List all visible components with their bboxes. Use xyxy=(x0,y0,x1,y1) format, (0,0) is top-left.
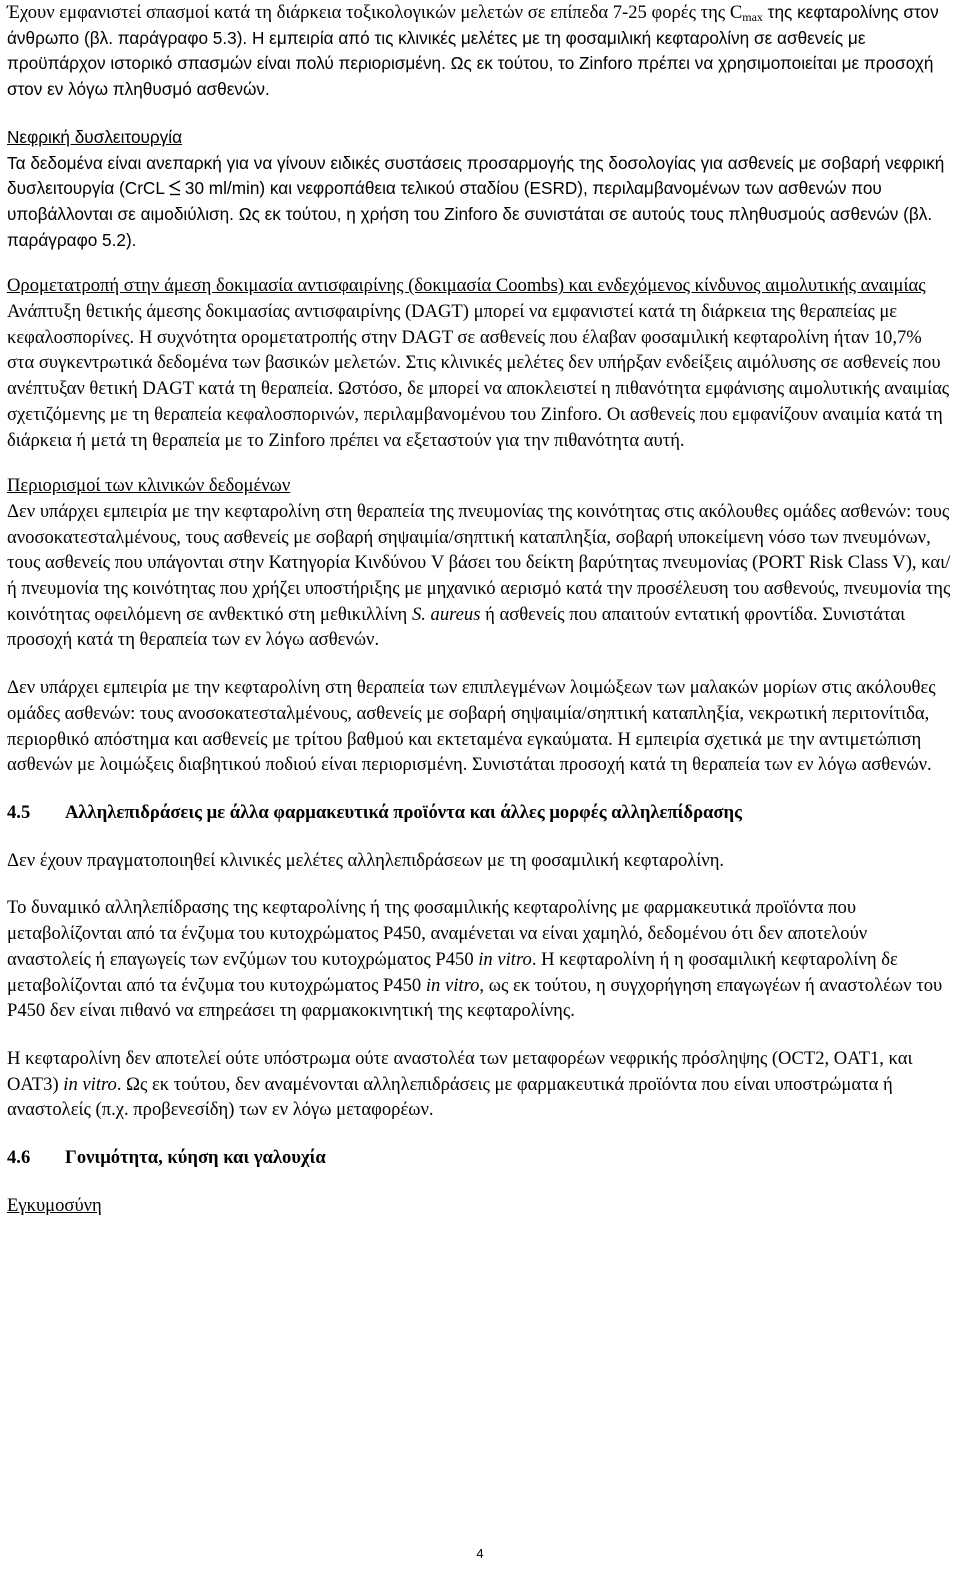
section-4-5-title: Αλληλεπιδράσεις με άλλα φαρμακευτικά προϊόντα και άλλες μορφές αλληλεπίδρασης xyxy=(65,801,742,823)
page-number: 4 xyxy=(476,1546,484,1561)
limits-paragraph-1 xyxy=(7,499,953,653)
cmax-subscript: max xyxy=(742,10,763,24)
renal-text-2: 30 ml/min) και νεφροπάθεια τελικού σταδίου (ESRD), περιλαμβανομένων των ασθενών που υποβάλλονται σε αιμοδιύλιση. Ως εκ τούτου, η χρήση του Zinforo δε συνιστάται σε αυτούς τους πληθυσμούς ασθενών (βλ. παράγραφο 5.2). xyxy=(7,178,933,250)
renal-title: Νεφρική δυσλειτουργία xyxy=(7,126,183,147)
seizures-text-1: Έχουν εμφανιστεί σπασμοί κατά τη διάρκεια τοξικολογικών μελετών σε επίπεδα 7-25 φορές της C xyxy=(7,2,743,23)
section-4-6-number: 4.6 xyxy=(7,1147,31,1169)
interactions-text-1: Το δυναμικό αλληλεπίδρασης της κεφταρολίνης ή της φοσαμιλικής κεφταρολίνης με φαρμακευτικά προϊόντα που μεταβολίζονται από τα ένζυμα του κυτοχρώματος P450, αναμένεται να είναι χαμηλό, δεδομένου ότι δεν αποτελούν αναστολείς ή επαγωγείς των ενζύμων του κυτοχρώματος P450 xyxy=(7,897,868,970)
interactions-text-4: Η κεφταρολίνη δεν αποτελεί ούτε υπόστρωμα ούτε αναστολέα των μεταφορέων νεφρικής πρόσληψης (OCT2, OAT1, και OAT3) xyxy=(7,1047,913,1095)
limits-text-2: ή ασθενείς που απαιτούν εντατική φροντίδα. Συνιστάται προσοχή κατά τη θεραπεία των εν λόγω ασθενών. xyxy=(7,603,906,651)
s-aureus-italic: S. aureus xyxy=(411,603,481,625)
renal-text-1: Τα δεδομένα είναι ανεπαρκή για να γίνουν ειδικές συστάσεις προσαρμογής της δοσολογίας για ασθενείς με σοβαρή νεφρική δυσλειτουργία (CrCL xyxy=(7,152,945,199)
interactions-paragraph-1: Δεν έχουν πραγματοποιηθεί κλινικές μελέτες αλληλεπιδράσεων με τη φοσαμιλική κεφταρολίνη. xyxy=(7,849,725,871)
coombs-section xyxy=(7,273,953,453)
section-4-5 xyxy=(7,800,953,1123)
limits-text-1: Δεν υπάρχει εμπειρία με την κεφταρολίνη στη θεραπεία της πνευμονίας της κοινότητας στις ακόλουθες ομάδες ασθενών: τους ανοσοκατεσταλμένους, τους ασθενείς με σοβαρή σηψαιμία/σηπτική καταπληξία, σοβαρή υποκείμενη νόσο των πνευμόνων, τους ασθενείς που υπάγονται στην Κατηγορία Κινδύνου V βάσει του δείκτη βαρύτητας πνευμονίας (PORT Risk Class V), και/ή πνευμονία της κοινότητας που χρήζει υποστήριξης με μηχανικό αερισμό κατά την προσέλευση του ασθενούς, πνευμονία της κοινότητας οφειλόμενη σε ανθεκτικό στη μεθικιλλίνη xyxy=(7,500,951,625)
section-4-6 xyxy=(7,1145,953,1218)
coombs-text: Ανάπτυξη θετικής άμεσης δοκιμασίας αντισφαιρίνης (DAGT) μπορεί να εμφανιστεί κατά τη διάρκεια της θεραπείας με κεφαλοσπορίνες. Η συχνότητα ορομετατροπής στην DAGT σε ασθενείς που έλαβαν φοσαμιλική κεφταρολίνη ήταν 10,7% στα συγκεντρωτικά δεδομένα των βασικών μελετών. Στις κλινικές μελέτες δεν υπήρξαν ενδείξεις αιμόλυσης σε ασθενείς που ανέπτυξαν θετική DAGT κατά τη θεραπεία. Ωστόσο, δε μπορεί να αποκλειστεί η πιθανότητα εμφάνισης αιμολυτικής αναιμίας σχετιζόμενης με τη θεραπεία κεφαλοσπορινών, περιλαμβανομένου του Zinforo. Οι ασθενείς που εμφανίζουν αναιμία κατά τη διάρκεια ή μετά τη θεραπεία με το Zinforo πρέπει να εξεταστούν για την πιθανότητα αυτή. xyxy=(7,301,950,451)
renal-text xyxy=(7,151,953,254)
coombs-title: Ορομετατροπή στην άμεση δοκιμασία αντισφαιρίνης (δοκιμασία Coombs) και ενδεχόμενος κίνδυνος αιμολυτικής αναιμίας xyxy=(7,275,926,297)
section-4-6-heading xyxy=(7,1145,953,1171)
in-vitro-italic-2: in vitro xyxy=(425,974,480,996)
interactions-paragraph-3 xyxy=(7,1046,953,1123)
limits-section xyxy=(7,473,953,778)
section-4-5-number: 4.5 xyxy=(7,801,31,823)
section-4-6-title: Γονιμότητα, κύηση και γαλουχία xyxy=(65,1147,326,1169)
in-vitro-italic-3: in vitro xyxy=(63,1073,117,1095)
interactions-text-5: . Ως εκ τούτου, δεν αναμένονται αλληλεπιδράσεις με φαρμακευτικά προϊόντα που είναι υποστρώματα ή αναστολείς (π.χ. προβενεσίδη) των εν λόγω μεταφορέων. xyxy=(7,1073,893,1121)
limits-title: Περιορισμοί των κλινικών δεδομένων xyxy=(7,475,291,497)
limits-paragraph-2: Δεν υπάρχει εμπειρία με την κεφταρολίνη στη θεραπεία των επιπλεγμένων λοιμώξεων των μαλακών μορίων στις ακόλουθες ομάδες ασθενών: τους ανοσοκατεσταλμένους, ασθενείς με σοβαρή σηψαιμία/σηπτική καταπληξία, νεκρωτική περιτονίτιδα, περιορθικό απόστημα και ασθενείς με τρίτου βαθμού και εκτεταμένα εγκαύματα. Η εμπειρία σχετικά με την αντιμετώπιση ασθενών με λοιμώξεις διαβητικού ποδιού είναι περιορισμένη. Συνιστάται προσοχή κατά τη θεραπεία των εν λόγω ασθενών. xyxy=(7,677,936,776)
pregnancy-subtitle: Εγκυμοσύνη xyxy=(7,1194,102,1216)
less-than-or-equal-icon xyxy=(167,179,183,197)
renal-section xyxy=(7,125,953,254)
interactions-text-3: , ως εκ τούτου, η συγχορήγηση επαγωγέων ή αναστολέων του P450 δεν είναι πιθανό να επηρεάσει τη φαρμακοκινητική της κεφταρολίνης. xyxy=(7,974,943,1022)
document-page xyxy=(7,0,953,1218)
seizures-paragraph xyxy=(7,0,953,103)
interactions-text-2: . Η κεφταρολίνη ή η φοσαμιλική κεφταρολίνη δε μεταβολίζονται από τα ένζυμα του κυτοχρώματος P450 xyxy=(7,948,898,996)
interactions-paragraph-2 xyxy=(7,895,953,1024)
seizures-text-2: της κεφταρολίνης στον άνθρωπο (βλ. παράγραφο 5.3). Η εμπειρία από τις κλινικές μελέτες με τη φοσαμιλική κεφταρολίνη σε ασθενείς με προϋπάρχον ιστορικό σπασμών είναι πολύ περιορισμένη. Ως εκ τούτου, το Zinforo πρέπει να χρησιμοποιείται με προσοχή στον εν λόγω πληθυσμό ασθενών. xyxy=(7,2,939,100)
section-4-5-heading xyxy=(7,800,953,826)
in-vitro-italic-1: in vitro xyxy=(478,948,532,970)
